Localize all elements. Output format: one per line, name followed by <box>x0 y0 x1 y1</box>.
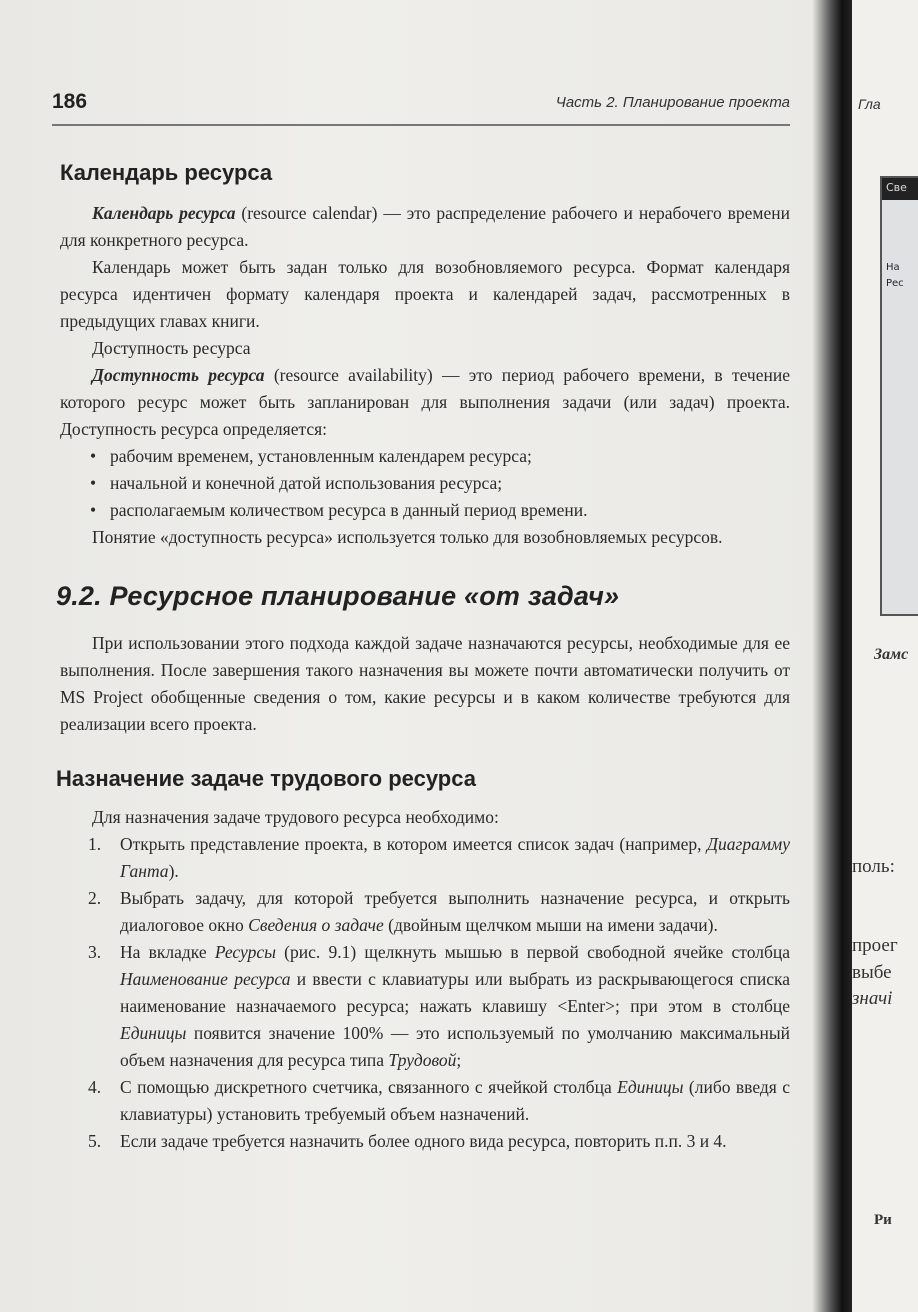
paragraph-text: (resource calendar) — это распределение рабочего и нерабочего времени для конкретного ресурса. <box>60 203 790 250</box>
running-head <box>52 86 790 120</box>
list-item <box>60 1074 790 1128</box>
step-number: 2. <box>88 888 102 908</box>
step-number: 5. <box>88 1131 102 1151</box>
step-number: 1. <box>88 834 102 854</box>
text-fragment: проег <box>852 935 898 956</box>
book-page-right-fragment <box>852 0 918 1312</box>
paragraph-availability-note: Понятие «доступность ресурса» используется только для возобновляемых ресурсов. <box>92 527 723 547</box>
page-number: 186 <box>52 90 88 113</box>
paragraph-availability-label: Доступность ресурса <box>92 338 251 358</box>
dialog-label: На <box>886 262 900 273</box>
note-heading-fragment: Замс <box>874 646 909 663</box>
step-text: ; <box>456 1050 462 1070</box>
term-resource-calendar: Календарь ресурса <box>92 203 236 223</box>
paragraph-task-based-planning: При использовании этого подхода каждой задаче назначаются ресурсы, необходимые для ее выполнения. После завершения такого назначения вы можете почти автоматически получить от MS Project обобщенные сведения о том, какие ресурсы и в каком количестве требуются для реализации всего проекта. <box>60 633 790 734</box>
text-fragment: значі <box>852 988 893 1009</box>
next-page-running-head: Гла <box>858 96 881 112</box>
availability-list <box>60 443 790 524</box>
dialog-label: Рес <box>886 278 904 289</box>
step-text: и ввести с клавиатуры или выбрать из раскрывающегося списка наименование назначаемого ресурса; нажать клавишу <Enter>; при этом в столбце <box>120 969 790 1016</box>
steps-list <box>60 831 790 1155</box>
list-item <box>60 939 790 1074</box>
term-resource-availability: Доступность ресурса <box>92 365 265 385</box>
paragraph-availability-definition <box>60 362 790 443</box>
step-italic: Диаграмму Ганта <box>120 834 790 881</box>
book-spine-shadow <box>812 0 852 1312</box>
list-item <box>60 1128 790 1155</box>
step-text: появится значение 100% — это используемый по умолчанию максимальный объем назначения для ресурса типа <box>120 1023 790 1070</box>
heading-resource-calendar: Календарь ресурса <box>60 160 273 185</box>
step-italic: Наименование ресурса <box>120 969 291 989</box>
dialog-screenshot-fragment <box>880 176 918 616</box>
section-heading-9-2: 9.2. Ресурсное планирование «от задач» <box>56 581 620 611</box>
paragraph-calendar-definition <box>60 200 790 254</box>
step-number: 3. <box>88 942 102 962</box>
step-italic: Ресурсы <box>214 942 276 962</box>
page-content <box>56 160 790 1155</box>
step-text: Открыть представление проекта, в котором имеется список задач (например, <box>120 834 707 854</box>
list-item: • начальной и конечной датой использования ресурса; <box>86 470 790 497</box>
step-text: Выбрать задачу, для которой требуется выполнить назначение ресурса, и открыть диалоговое окно <box>120 888 790 935</box>
step-italic: Единицы <box>617 1077 684 1097</box>
paragraph-calendar-format: Календарь может быть задан только для возобновляемого ресурса. Формат календаря ресурса идентичен формату календаря проекта и календарей задач, рассмотренных в предыдущих главах книги. <box>60 257 790 331</box>
step-text: С помощью дискретного счетчика, связанного с ячейкой столбца <box>120 1077 618 1097</box>
list-item: • рабочим временем, установленным календарем ресурса; <box>86 443 790 470</box>
paragraph-text: (resource availability) — это период рабочего времени, в течение которого ресурс может быть запланирован для выполнения задачи (или задач) проекта. Доступность ресурса определяется: <box>60 365 790 439</box>
list-item <box>60 885 790 939</box>
heading-assign-work-resource: Назначение задаче трудового ресурса <box>56 766 476 791</box>
text-fragment: поль: <box>852 856 895 877</box>
step-text: (рис. 9.1) щелкнуть мышью в первой свободной ячейке столбца <box>275 942 790 962</box>
paragraph-steps-intro: Для назначения задаче трудового ресурса необходимо: <box>92 807 499 827</box>
step-text: На вкладке <box>120 942 215 962</box>
dialog-title-bar <box>882 178 918 200</box>
step-italic: Сведения о задаче <box>248 915 384 935</box>
text-fragment: выбе <box>852 962 892 983</box>
dialog-title: Све <box>886 181 907 194</box>
step-text: (двойным щелчком мыши на имени задачи). <box>383 915 718 935</box>
step-italic: Трудовой <box>388 1050 457 1070</box>
step-text: Если задаче требуется назначить более одного вида ресурса, повторить п.п. 3 и 4. <box>120 1131 727 1151</box>
step-number: 4. <box>88 1077 102 1097</box>
list-item: • располагаемым количеством ресурса в данный период времени. <box>86 497 790 524</box>
step-text: (либо введя с клавиатуры) установить требуемый объем назначений. <box>120 1077 790 1124</box>
part-title: Часть 2. Планирование проекта <box>555 94 790 111</box>
step-text: ). <box>168 861 179 881</box>
step-italic: Единицы <box>120 1023 187 1043</box>
figure-caption-fragment: Ри <box>874 1212 892 1228</box>
header-rule <box>52 124 790 126</box>
list-item <box>60 831 790 885</box>
